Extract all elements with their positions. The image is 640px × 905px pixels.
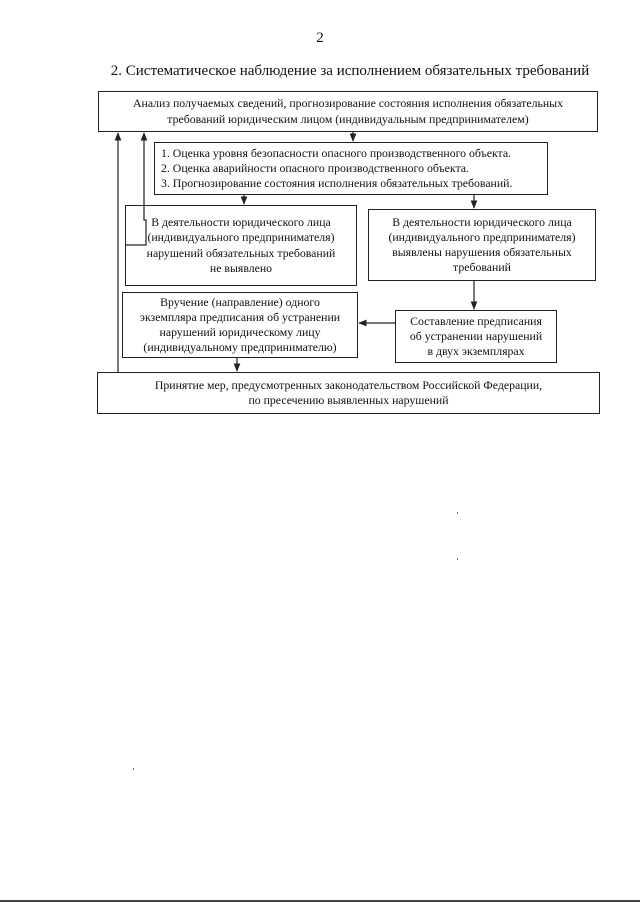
found-line-2: (индивидуального предпринимателя) bbox=[388, 229, 576, 244]
violations-found-box bbox=[368, 209, 596, 281]
analysis-line-1: Анализ получаемых сведений, прогнозирование состояния исполнения обязательных bbox=[133, 96, 563, 111]
not-found-line-2: (индивидуального предпринимателя) bbox=[147, 230, 335, 245]
scan-speck bbox=[457, 512, 458, 514]
measures-line-1: Принятие мер, предусмотренных законодательством Российской Федерации, bbox=[154, 377, 543, 392]
found-line-3: выявлены нарушения обязательных bbox=[392, 245, 572, 259]
assessment-box bbox=[154, 142, 548, 195]
section-title: 2. Систематическое наблюдение за исполнением обязательных требований bbox=[110, 63, 590, 79]
not-found-line-3: нарушений обязательных требований bbox=[146, 245, 336, 260]
not-found-line-1: В деятельности юридического лица bbox=[151, 215, 331, 230]
assessment-line-3: 3. Прогнозирование состояния исполнения обязательных требований. bbox=[161, 176, 513, 191]
delivery-line-4: (индивидуальному предпринимателю) bbox=[143, 340, 337, 355]
delivery-line-2: экземпляра предписания об устранении bbox=[139, 309, 341, 324]
page-number: 2 bbox=[316, 30, 324, 46]
measures-line-2: по пресечению выявленных нарушений bbox=[248, 393, 449, 407]
drafting-line-2: об устранении нарушений bbox=[409, 328, 543, 343]
found-line-1: В деятельности юридического лица bbox=[392, 214, 572, 229]
delivery-line-3: нарушений юридическому лицу bbox=[159, 325, 321, 339]
measures-box bbox=[97, 372, 600, 414]
order-drafting-box bbox=[395, 310, 557, 363]
scan-speck bbox=[457, 558, 458, 560]
order-delivery-box bbox=[122, 292, 358, 358]
analysis-line-2: требований юридическим лицом (индивидуальным предпринимателем) bbox=[167, 111, 529, 126]
assessment-line-2: 2. Оценка аварийности опасного производственного объекта. bbox=[161, 160, 469, 175]
not-found-line-4: не выявлено bbox=[209, 260, 273, 275]
scan-bottom-edge bbox=[0, 900, 640, 902]
drafting-line-3: в двух экземплярах bbox=[427, 344, 525, 359]
violations-not-found-box bbox=[125, 205, 357, 286]
analysis-box bbox=[98, 91, 598, 132]
scan-speck bbox=[133, 768, 134, 770]
found-line-4: требований bbox=[453, 260, 511, 275]
delivery-line-1: Вручение (направление) одного bbox=[160, 294, 320, 309]
drafting-line-1: Составление предписания bbox=[410, 313, 542, 328]
assessment-line-1: 1. Оценка уровня безопасности опасного производственного объекта. bbox=[161, 145, 512, 160]
